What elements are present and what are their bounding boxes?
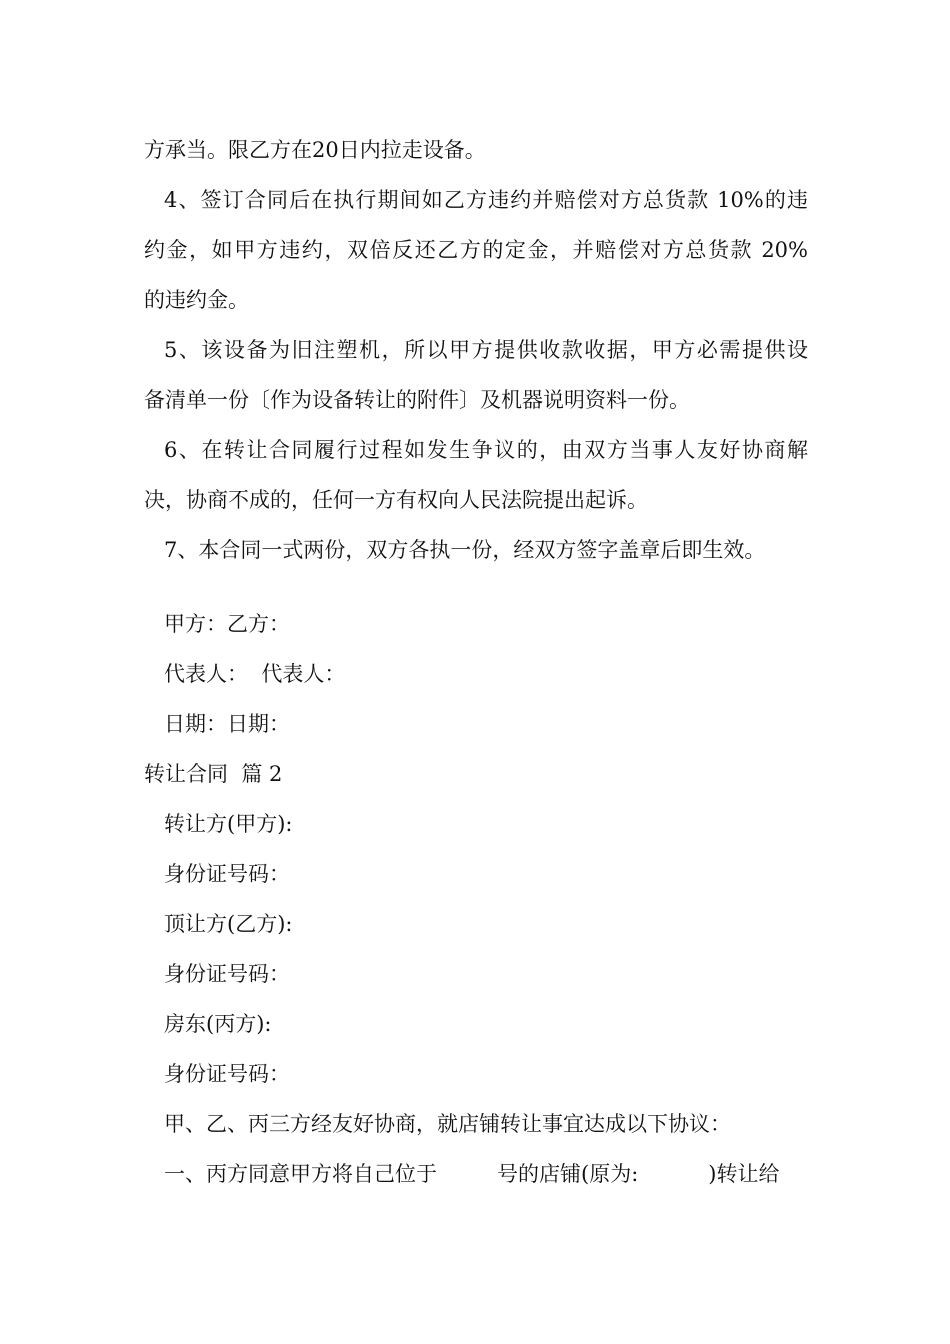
clause-4-line-3: 的违约金。 — [144, 288, 249, 312]
transferor-label: 转让方(甲方): — [164, 812, 293, 836]
clause-1-part-2: 号的店铺(原为: — [497, 1162, 639, 1186]
transferor-id-label: 身份证号码： — [164, 862, 290, 886]
clause-1-line-1 — [164, 1159, 808, 1189]
agreement-intro: 甲、乙、丙三方经友好协商，就店铺转让事宜达成以下协议： — [164, 1112, 731, 1136]
signature-parties: 甲方：乙方： — [164, 612, 290, 636]
transferee-id-label: 身份证号码： — [164, 962, 290, 986]
landlord-id-label: 身份证号码： — [164, 1062, 290, 1086]
clause-7-line: 7、本合同一式两份，双方各执一份，经双方签字盖章后即生效。 — [164, 538, 766, 562]
signature-dates: 日期：日期： — [164, 712, 290, 736]
landlord-label: 房东(丙方): — [164, 1012, 272, 1036]
clause-6-line-1: 6、在转让合同履行过程如发生争议的，由双方当事人友好协商解 — [164, 438, 808, 462]
clause-4-line-2: 约金，如甲方违约，双倍反还乙方的定金，并赔偿对方总货款 20% — [144, 238, 808, 262]
clause-6-line-2: 决，协商不成的，任何一方有权向人民法院提出起诉。 — [144, 488, 648, 512]
section-heading: 转让合同 篇 2 — [144, 762, 283, 786]
clause-1-part-1: 一、丙方同意甲方将自己位于 — [164, 1162, 437, 1186]
clause-4-line-1: 4、签订合同后在执行期间如乙方违约并赔偿对方总货款 10%的违 — [164, 188, 808, 212]
clause-5-line-2: 备清单一份〔作为设备转让的附件〕及机器说明资料一份。 — [144, 388, 690, 412]
signature-representatives: 代表人： 代表人： — [164, 662, 346, 686]
transferee-label: 顶让方(乙方): — [164, 912, 293, 936]
clause-5-line-1: 5、该设备为旧注塑机，所以甲方提供收款收据，甲方必需提供设 — [164, 338, 808, 362]
clause-1-part-3: )转让给 — [708, 1162, 780, 1186]
paragraph-line: 方承当。限乙方在20日内拉走设备。 — [144, 138, 486, 162]
